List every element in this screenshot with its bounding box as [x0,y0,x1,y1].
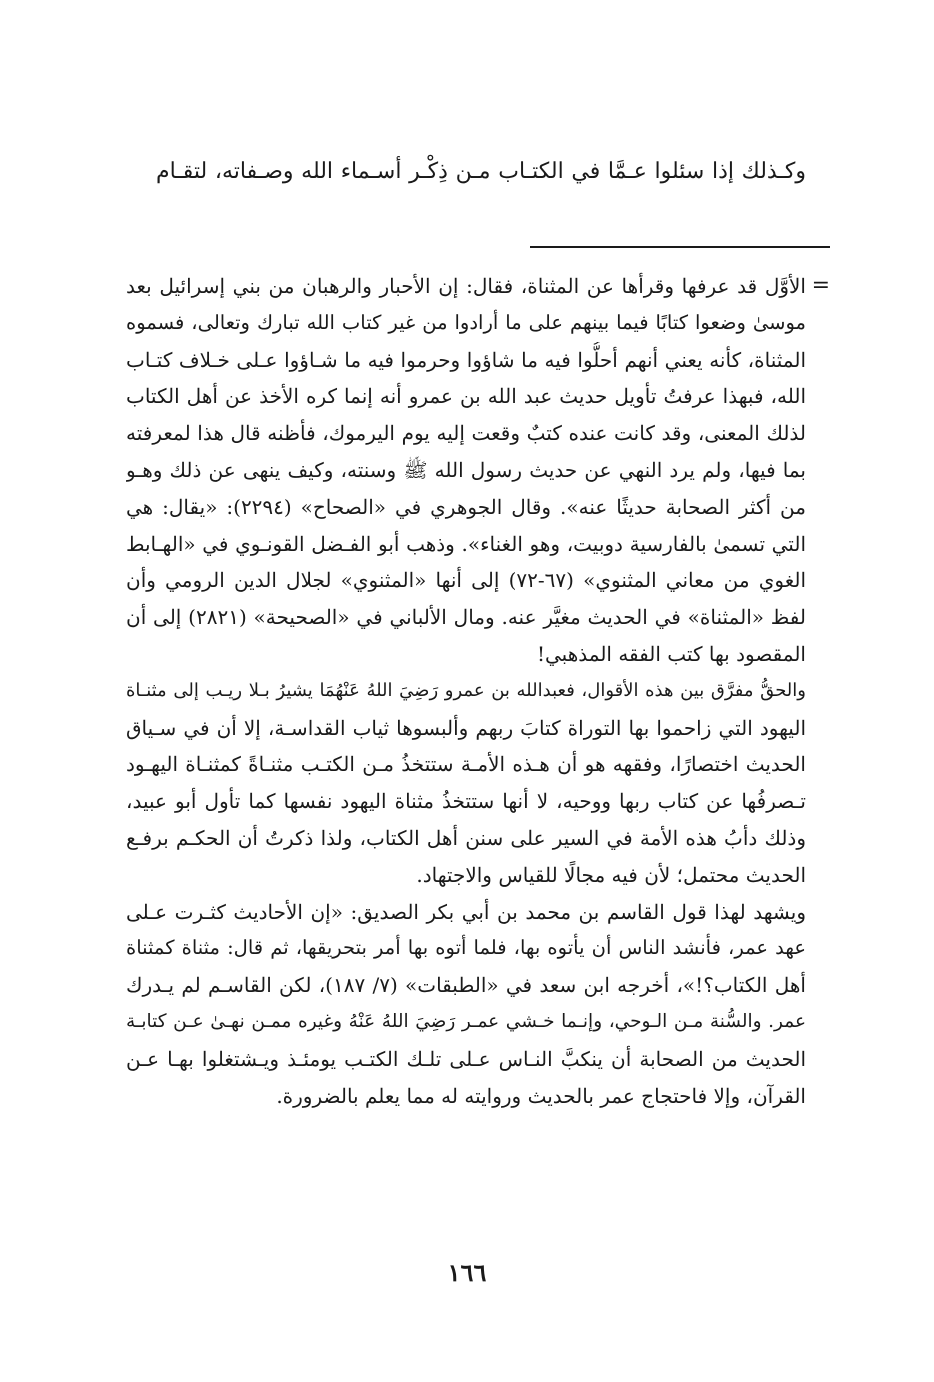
footnote-line: ويشهد لهذا قول القاسم بن محمد بن أبي بكر الصديق: «إن الأحاديث كثـرت عـلى [126,899,806,924]
footnote-line: اليهود التي زاحموا بها التوراة كتابَ ربهم وألبسوها ثياب القداسـة، إلا أن في سـياق [126,715,806,740]
footnote-line: التي تسمىٰ بالفارسية دوبيت، وهو الغناء». وذهب أبو الفـضل القونـوي في «الهـابط [126,531,806,556]
footnote-line: عهد عمر، فأنشد الناس أن يأتوه بها، فلما أتوه بها أمر بتحريقها، ثم قال: مثناة كمثناة [126,936,806,960]
footnote-line: الحديث اختصارًا، وفقهه هو أن هـذه الأمـة ستتخذُ مـن الكتـب مثنـاةً كمثنـاة اليهـود [126,752,806,777]
footnote-separator [530,246,830,248]
footnote-line: الأوَّل قد عرفها وقرأها عن المثناة، فقال: إن الأحبار والرهبان من بني إسرائيل بعد [126,274,806,298]
footnote-line: الحديث محتمل؛ لأن فيه مجالًا للقياس والاجتهاد. [416,862,806,887]
main-text-line: وكـذلك إذا سئلوا عـمَّا في الكتـاب مـن ذِكْـر أسـماء الله وصـفاته، لتقـام [156,159,806,184]
footnote-line: عمر. والسُّنة مـن الـوحي، وإنـما خـشي عمـر رَضِيَ اللهُ عَنْهُ وغيره ممـن نهـىٰ عـن كتابـة [126,1010,806,1032]
footnote-line: أهل الكتاب؟!»، أخرجه ابن سعد في «الطبقات» (٧/ ١٨٧)، لكن القاسـم لم يـدرك [126,973,806,998]
footnote-block [126,268,806,1114]
footnote-line: وذلك دأبُ هذه الأمة في السير على سنن أهل الكتاب، ولذا ذكرتُ أن الحكـم برفـع [126,825,806,850]
page-number: ١٦٦ [447,1258,487,1287]
footnote-line: والحقُّ مفرَّق بين هذه الأقوال، فعبدالله بن عمرو رَضِيَ اللهُ عَنْهُمَا يشيرُ بـلا ريـب إلى مثنـاة [126,679,806,701]
footnote-line: المقصود بها كتب الفقه المذهبي! [536,641,806,666]
footnote-line: تـصرفُها عن كتاب ربها ووحيه، لا أنها ستتخذُ مثناة اليهود نفسها كما تأول أبو عبيد، [126,789,806,814]
footnote-continuation-marker: = [811,273,830,298]
footnote-line: بما فيها، ولم يرد النهي عن حديث رسول الله ﷺ وسنته، وكيف ينهى عن ذلك وهـو [126,457,806,482]
footnote-line: الله، فبهذا عرفتُ تأويل حديث عبد الله بن عمرو أنه إنما كره الأخذ عن أهل الكتاب [126,384,806,409]
footnote-line: لذلك المعنى، وقد كانت عنده كتبٌ وقعت إليه يوم اليرموك، فأظنه قال هذا لمعرفته [126,421,806,446]
footnote-line: موسىٰ وضعوا كتابًا فيما بينهم على ما أرادوا من غير كتاب الله تبارك وتعالى، فسموه [126,310,806,334]
footnote-line: الحديث من الصحابة أن ينكبَّ النـاس عـلى تلـك الكتـب يومئـذ ويـشتغلوا بهـا عـن [126,1046,806,1071]
footnote-line: المثناة، كأنه يعني أنهم أحلُّوا فيه ما شاؤوا وحرموا فيه ما شـاؤوا عـلى خـلاف كتـاب [126,347,806,372]
footnote-line: الغوي من معاني المثنوي» (٦٧-٧٢) إلى أنها «المثنوي» لجلال الدين الرومي وأن [126,568,806,593]
footnote-line: القرآن، وإلا فاحتجاج عمر بالحديث وروايته له مما يعلم بالضرورة. [276,1083,806,1108]
footnote-line: من أكثر الصحابة حديثًا عنه». وقال الجوهري في «الصحاح» (٢٢٩٤): «يقال: هي [126,494,806,519]
footnote-line: لفظ «المثناة» في الحديث مغيَّر عنه. ومال الألباني في «الصحيحة» (٢٨٢١) إلى أن [126,605,806,630]
